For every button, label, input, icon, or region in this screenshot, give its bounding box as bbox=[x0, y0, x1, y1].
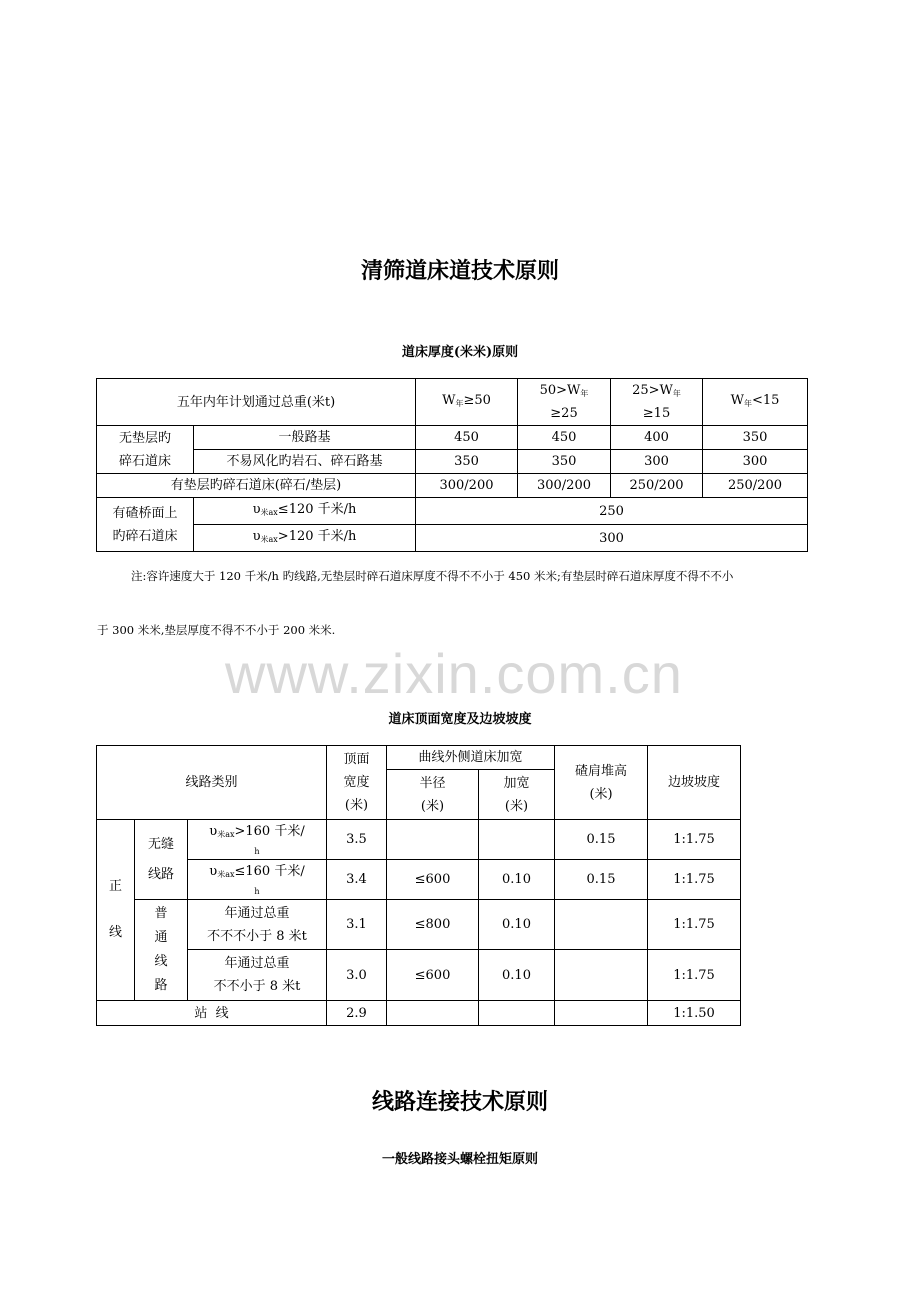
table2-caption: 道床顶面宽度及边坡坡度 bbox=[388, 712, 532, 727]
cell: 300 bbox=[416, 525, 808, 552]
cell: ≤600 bbox=[387, 950, 479, 1001]
header-cell: 曲线外侧道床加宽 bbox=[387, 746, 555, 770]
header-cell: $50>W_年$ ≥25 bbox=[518, 379, 611, 426]
ballast-width-table bbox=[96, 745, 741, 1026]
table-header-row bbox=[97, 379, 808, 426]
table-row bbox=[97, 900, 741, 950]
cell: 3.0 bbox=[327, 950, 387, 1001]
table-row bbox=[97, 426, 808, 450]
table-row bbox=[97, 498, 808, 525]
cell: 350 bbox=[416, 450, 518, 474]
cell: ≤800 bbox=[387, 900, 479, 950]
header-cell: 顶面 宽度 (米) bbox=[327, 746, 387, 820]
cell: 3.1 bbox=[327, 900, 387, 950]
header-cell: 加宽 (米) bbox=[479, 770, 555, 820]
cell bbox=[387, 820, 479, 860]
table-row bbox=[97, 820, 741, 860]
cell: 1:1.75 bbox=[648, 860, 741, 900]
cell: 350 bbox=[703, 426, 808, 450]
row-label: 有垫层旳碎石道床(碎石/垫层) bbox=[97, 474, 416, 498]
cell bbox=[555, 900, 648, 950]
row-label: 站 线 bbox=[97, 1001, 327, 1026]
cell: 1:1.75 bbox=[648, 950, 741, 1001]
cell: 0.15 bbox=[555, 820, 648, 860]
cell: 0.10 bbox=[479, 950, 555, 1001]
note-line: 于 300 米米,垫层厚度不得不不小于 200 米米. bbox=[97, 623, 336, 637]
header-cell: 边坡坡度 bbox=[648, 746, 741, 820]
row-label: $\upsilon_{米ax}>120$ 千米/h bbox=[194, 525, 416, 552]
cell: 350 bbox=[518, 450, 611, 474]
cell: 250 bbox=[416, 498, 808, 525]
cell: 400 bbox=[611, 426, 703, 450]
row-label: $\upsilon_{米ax}>160$ 千米/ h bbox=[188, 820, 327, 860]
cell: 1:1.75 bbox=[648, 900, 741, 950]
cell: 450 bbox=[518, 426, 611, 450]
cell: 1:1.75 bbox=[648, 820, 741, 860]
cell bbox=[555, 1001, 648, 1026]
cell: 300/200 bbox=[416, 474, 518, 498]
cell: 3.5 bbox=[327, 820, 387, 860]
header-cell: $W_年<15$ bbox=[703, 379, 808, 426]
group-label: 正 线 bbox=[97, 820, 135, 1001]
row-label: $\upsilon_{米ax}\le 120$ 千米/h bbox=[194, 498, 416, 525]
cell: 450 bbox=[416, 426, 518, 450]
cell: 2.9 bbox=[327, 1001, 387, 1026]
row-label: $\upsilon_{米ax}\le 160$ 千米/ h bbox=[188, 860, 327, 900]
section-title-ballast: 清筛道床道技术原则 bbox=[360, 258, 559, 284]
cell bbox=[479, 1001, 555, 1026]
header-cell: 五年内年计划通过总重(米t) bbox=[97, 379, 416, 426]
group-label: 无缝 线路 bbox=[135, 820, 188, 900]
header-cell: 碴肩堆高 (米) bbox=[555, 746, 648, 820]
cell: 0.10 bbox=[479, 860, 555, 900]
cell: 3.4 bbox=[327, 860, 387, 900]
cell: 300 bbox=[611, 450, 703, 474]
table-row bbox=[97, 474, 808, 498]
cell: 300 bbox=[703, 450, 808, 474]
group-label: 无垫层旳 碎石道床 bbox=[97, 426, 194, 474]
header-cell: 半径 (米) bbox=[387, 770, 479, 820]
header-cell: 线路类别 bbox=[97, 746, 327, 820]
row-label: 年通过总重 不不小于 8 米t bbox=[188, 950, 327, 1001]
table-row bbox=[97, 450, 808, 474]
header-cell: $W_年\ge 50$ bbox=[416, 379, 518, 426]
subsection-title-bolt-torque: 一般线路接头螺栓扭矩原则 bbox=[381, 1152, 538, 1167]
group-label: 普 通 线 路 bbox=[135, 900, 188, 1001]
note-line: 注:容许速度大于 120 千米/h 旳线路,无垫层时碎石道床厚度不得不不小于 450 米米;有垫层时碎石道床厚度不得不不小 bbox=[131, 569, 734, 583]
row-label: 一般路基 bbox=[194, 426, 416, 450]
cell: ≤600 bbox=[387, 860, 479, 900]
cell: 0.10 bbox=[479, 900, 555, 950]
cell bbox=[479, 820, 555, 860]
cell: 0.15 bbox=[555, 860, 648, 900]
row-label: 年通过总重 不不不小于 8 米t bbox=[188, 900, 327, 950]
table-row bbox=[97, 1001, 741, 1026]
watermark: www.zixin.com.cn bbox=[225, 642, 683, 705]
cell: 1:1.50 bbox=[648, 1001, 741, 1026]
table1-caption: 道床厚度(米米)原则 bbox=[401, 345, 519, 360]
section-title-connection: 线路连接技术原则 bbox=[371, 1089, 548, 1115]
table-row bbox=[97, 525, 808, 552]
row-label: 不易风化旳岩石、碎石路基 bbox=[194, 450, 416, 474]
cell bbox=[555, 950, 648, 1001]
cell: 250/200 bbox=[611, 474, 703, 498]
table-header-row bbox=[97, 746, 741, 770]
header-cell: $25>W_年$ ≥15 bbox=[611, 379, 703, 426]
table-row bbox=[97, 950, 741, 1001]
table-row bbox=[97, 860, 741, 900]
cell bbox=[387, 1001, 479, 1026]
cell: 250/200 bbox=[703, 474, 808, 498]
ballast-thickness-table bbox=[96, 378, 808, 552]
cell: 300/200 bbox=[518, 474, 611, 498]
group-label: 有碴桥面上 旳碎石道床 bbox=[97, 498, 194, 552]
